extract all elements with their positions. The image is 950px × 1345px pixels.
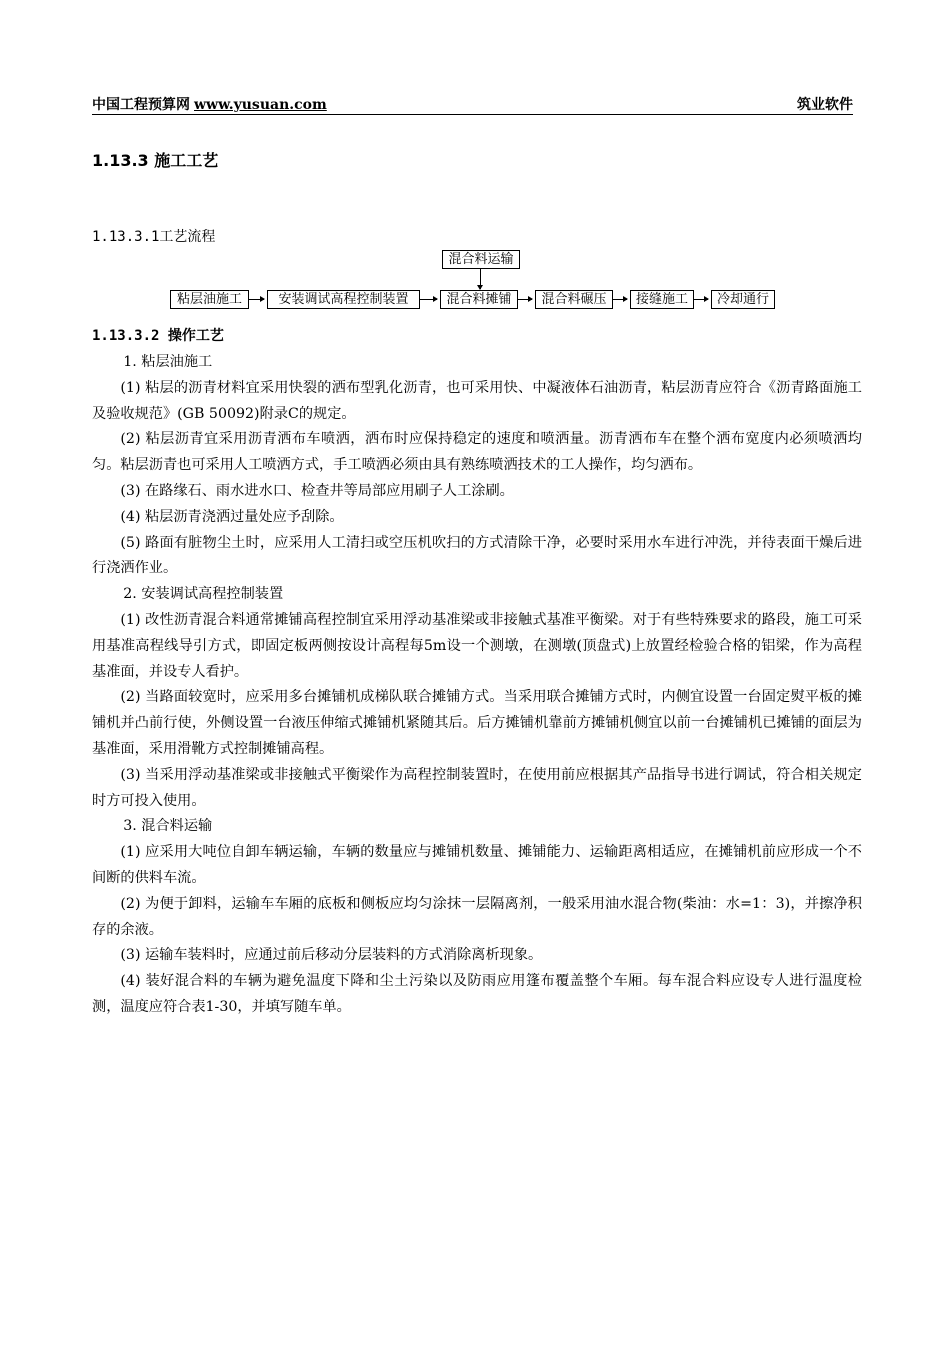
page-header <box>92 92 853 115</box>
item-heading: 3. 混合料运输 <box>123 818 213 835</box>
flow-arrow-5 <box>694 299 708 300</box>
paragraph: (3) 在路缘石、雨水进水口、检查井等局部应用刷子人工涂刷。 <box>120 482 514 499</box>
paragraph: (1) 改性沥青混合料通常摊铺高程控制宜采用浮动基准梁或非接触式基准平衡梁。对于有些特殊要求的路段，施工可采用基准高程线导引方式，即固定板两侧按设计高程每5m设一个测墩，在测墩(顶盘式)上放置经检验合格的铝梁，作为高程基准面，并设专人看护。 <box>92 611 862 680</box>
ops-body <box>92 350 862 1021</box>
header-left <box>92 94 327 114</box>
paragraph: (3) 当采用浮动基准梁或非接触式平衡梁作为高程控制装置时，在使用前应根据其产品指导书进行调试，符合相关规定时方可投入使用。 <box>92 766 862 809</box>
header-site-name: 中国工程预算网 <box>92 97 190 113</box>
paragraph: (1) 应采用大吨位自卸车辆运输，车辆的数量应与摊铺机数量、摊铺能力、运输距离相适应，在摊铺机前应形成一个不间断的供料车流。 <box>92 844 862 886</box>
flow-step-2: 安装调试高程控制装置 <box>267 290 420 309</box>
flow-arrow-down <box>480 269 481 289</box>
flow-arrow-3 <box>518 299 532 300</box>
section-title: 1.13.3 施工工艺 <box>92 151 219 170</box>
paragraph: (2) 粘层沥青宜采用沥青洒布车喷洒，洒布时应保持稳定的速度和喷洒量。沥青洒布车在整个洒布宽度内必须喷洒均匀。粘层沥青也可采用人工喷洒方式，手工喷洒必须由具有熟练喷洒技术的工人操作，均匀洒布。 <box>92 431 862 474</box>
flow-arrow-4 <box>613 299 627 300</box>
paragraph: (5) 路面有脏物尘土时，应采用人工清扫或空压机吹扫的方式清除干净，必要时采用水车进行冲洗，并待表面干燥后进行浇洒作业。 <box>92 534 862 577</box>
paragraph: (1) 粘层的沥青材料宜采用快裂的洒布型乳化沥青，也可采用快、中凝液体石油沥青，粘层沥青应符合《沥青路面施工及验收规范》(GB 50092)附录C的规定。 <box>92 379 862 422</box>
item-heading: 2. 安装调试高程控制装置 <box>123 586 284 603</box>
flow-arrow-2 <box>420 299 437 300</box>
paragraph: (4) 粘层沥青浇洒过量处应予刮除。 <box>120 508 344 525</box>
paragraph: (4) 装好混合料的车辆为避免温度下降和尘土污染以及防雨应用篷布覆盖整个车厢。每车混合料应设专人进行温度检测，温度应符合表1-30，并填写随车单。 <box>92 973 862 1015</box>
paragraph: (2) 当路面较宽时，应采用多台摊铺机成梯队联合摊铺方式。当采用联合摊铺方式时，内侧宜设置一台固定熨平板的摊铺机并凸前行使，外侧设置一台液压伸缩式摊铺机紧随其后。后方摊铺机靠前方摊铺机侧宜以前一台摊铺机已摊铺的面层为基准面，采用滑靴方式控制摊铺高程。 <box>92 689 862 757</box>
paragraph: (3) 运输车装料时，应通过前后移动分层装料的方式消除离析现象。 <box>120 947 543 964</box>
flow-box-top: 混合料运输 <box>442 250 520 269</box>
header-url-link[interactable]: www.yusuan.com <box>194 97 327 113</box>
item-heading: 1. 粘层油施工 <box>123 354 213 370</box>
flow-arrow-1 <box>249 299 264 300</box>
flow-step-5: 接缝施工 <box>630 290 694 309</box>
ops-section-title: 1.13.3.2 操作工艺 <box>92 328 224 344</box>
paragraph: (2) 为便于卸料，运输车车厢的底板和侧板应均匀涂抹一层隔离剂，一般采用油水混合物(柴油：水=1：3)，并擦净积存的余液。 <box>92 895 862 938</box>
flow-step-3: 混合料摊铺 <box>440 290 518 309</box>
flow-step-6: 冷却通行 <box>711 290 775 309</box>
flow-step-4: 混合料碾压 <box>535 290 613 309</box>
flow-step-1: 粘层油施工 <box>170 290 249 309</box>
flow-section-title: 1.13.3.1工艺流程 <box>92 229 216 245</box>
header-right: 筑业软件 <box>797 97 853 113</box>
